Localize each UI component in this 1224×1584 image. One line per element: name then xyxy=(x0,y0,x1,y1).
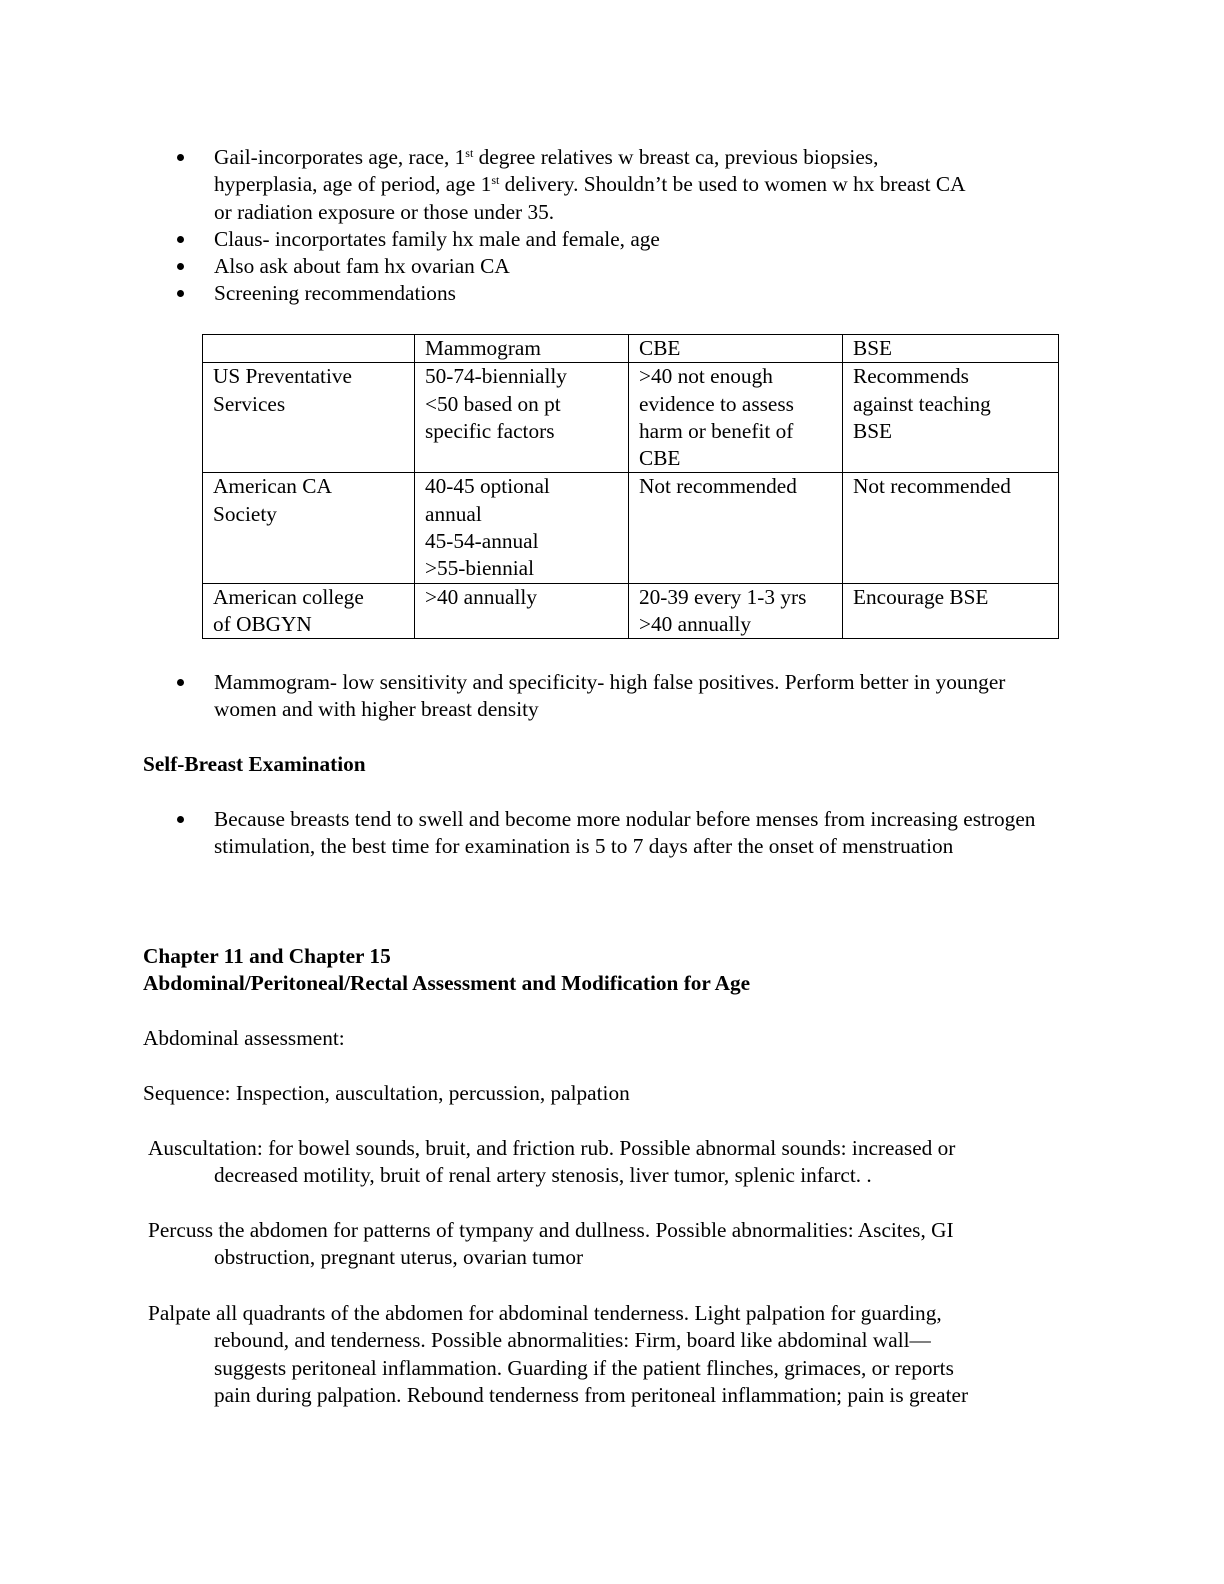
table-cell: Encourage BSE xyxy=(843,583,1059,639)
table-cell: >40 not enough evidence to assess harm or benefit of CBE xyxy=(629,363,843,473)
bullet-icon xyxy=(177,154,184,161)
list-item-self-breast: Because breasts tend to swell and become more nodular before menses from increasing estrogen stimulation, the best time for examination is 5 to 7 days after the onset of menstruation xyxy=(0,806,1059,861)
chapter-subtitle: Abdominal/Peritoneal/Rectal Assessment and Modification for Age xyxy=(143,971,751,995)
table-cell: Not recommended xyxy=(629,473,843,583)
table-header-cell: BSE xyxy=(843,335,1059,363)
table-header-cell: Mammogram xyxy=(415,335,629,363)
table-cell: American college of OBGYN xyxy=(203,583,415,639)
table-header-cell: CBE xyxy=(629,335,843,363)
bullet-icon xyxy=(177,236,184,243)
section-heading-self-breast: Self-Breast Examination xyxy=(143,752,366,776)
table-header-row xyxy=(203,335,1059,363)
table-row xyxy=(203,473,1059,583)
bullet-icon xyxy=(177,290,184,297)
bullet-icon xyxy=(177,679,184,686)
list-item-ovarian: Also ask about fam hx ovarian CA xyxy=(0,253,1059,280)
abdominal-assessment-label: Abdominal assessment: xyxy=(143,1026,345,1050)
risk-model-list xyxy=(0,144,1059,308)
self-breast-list xyxy=(0,806,1059,861)
table-cell: 20-39 every 1-3 yrs >40 annually xyxy=(629,583,843,639)
table-row xyxy=(203,363,1059,473)
table-cell: >40 annually xyxy=(415,583,629,639)
table-cell: 50-74-biennially <50 based on pt specific factors xyxy=(415,363,629,473)
palpate-paragraph: Palpate all quadrants of the abdomen for abdominal tenderness. Light palpation for guarding, rebound, and tenderness. Possible abnormalities: Firm, board like abdominal wall— suggests peritoneal inflammation. Guarding if the patient flinches, grimaces, or reports pain during palpation. Rebound tenderness from peritoneal inflammation; pain is greater xyxy=(148,1301,969,1407)
table-cell: American CA Society xyxy=(203,473,415,583)
mammogram-note-list xyxy=(0,669,1059,724)
sequence-paragraph: Sequence: Inspection, auscultation, percussion, palpation xyxy=(143,1081,630,1105)
table-row xyxy=(203,583,1059,639)
list-item-screening: Screening recommendations xyxy=(0,280,1059,307)
table-cell: Not recommended xyxy=(843,473,1059,583)
list-item-gail: Gail-incorporates age, race, 1st degree relatives w breast ca, previous biopsies, hyperplasia, age of period, age 1st delivery. Shouldn’t be used to women w hx breast CA or radiation exposure or those under 35. xyxy=(0,144,1059,226)
table-cell: Recommends against teaching BSE xyxy=(843,363,1059,473)
chapter-title: Chapter 11 and Chapter 15 xyxy=(143,944,391,968)
table-cell: 40-45 optional annual 45-54-annual >55-biennial xyxy=(415,473,629,583)
table-header-cell xyxy=(203,335,415,363)
list-item-mammogram: Mammogram- low sensitivity and specificity- high false positives. Perform better in younger women and with higher breast density xyxy=(0,669,1059,724)
percuss-paragraph: Percuss the abdomen for patterns of tympany and dullness. Possible abnormalities: Ascites, GI obstruction, pregnant uterus, ovarian tumor xyxy=(148,1218,954,1270)
bullet-icon xyxy=(177,263,184,270)
screening-table xyxy=(202,334,1059,639)
auscultation-paragraph: Auscultation: for bowel sounds, bruit, and friction rub. Possible abnormal sounds: increased or decreased motility, bruit of renal artery stenosis, liver tumor, splenic infarct. . xyxy=(148,1136,956,1188)
table-cell: US Preventative Services xyxy=(203,363,415,473)
bullet-icon xyxy=(177,816,184,823)
list-item-claus: Claus- incorportates family hx male and female, age xyxy=(0,226,1059,253)
